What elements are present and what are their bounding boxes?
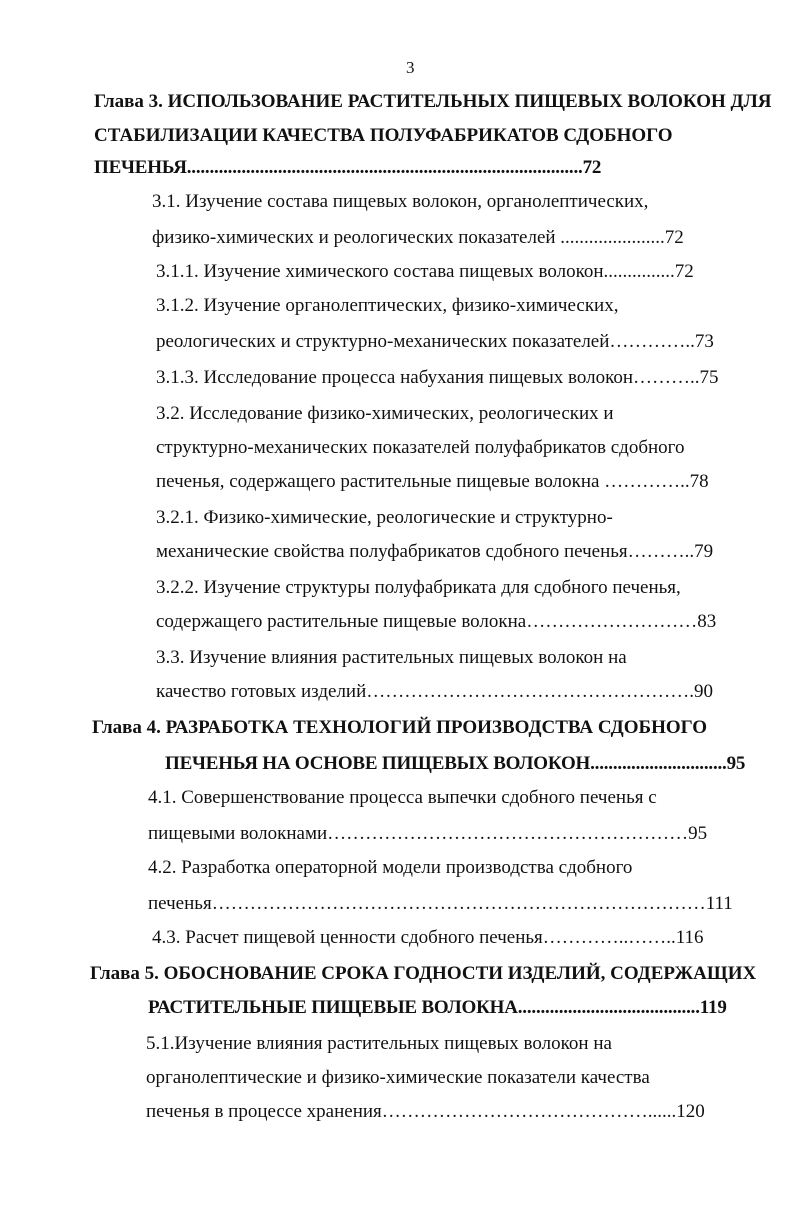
- toc-section-3-2-2-line-1: 3.2.2. Изучение структуры полуфабриката для сдобного печенья,: [156, 577, 681, 598]
- toc-section-3-2-1-line-1: 3.2.1. Физико-химические, реологические и структурно-: [156, 507, 613, 528]
- toc-section-4-1-line-1: 4.1. Совершенствование процесса выпечки сдобного печенья с: [148, 787, 657, 808]
- toc-section-4-1-line-2: пищевыми волокнами…………………………………………………95: [148, 823, 708, 844]
- toc-section-4-2-line-2: печенья……………………………………………………………………111: [148, 893, 733, 914]
- toc-section-3-1-line-2: физико-химических и реологических показателей ......................72: [152, 227, 684, 248]
- toc-section-5-1-line-3: печенья в процессе хранения……………………………………......120: [146, 1101, 705, 1122]
- toc-section-3-2-line-3: печенья, содержащего растительные пищевые волокна …………..78: [156, 471, 709, 492]
- toc-section-4-3: 4.3. Расчет пищевой ценности сдобного печенья…………..……..116: [152, 927, 704, 948]
- toc-section-3-2-1-line-2: механические свойства полуфабрикатов сдобного печенья………..79: [156, 541, 714, 562]
- toc-chapter-4-title-line-1: Глава 4. РАЗРАБОТКА ТЕХНОЛОГИЙ ПРОИЗВОДСТВА СДОБНОГО: [92, 717, 708, 738]
- toc-section-3-1-line-1: 3.1. Изучение состава пищевых волокон, органолептических,: [152, 191, 649, 212]
- toc-section-3-2-line-2: структурно-механических показателей полуфабрикатов сдобного: [156, 437, 685, 458]
- toc-chapter-3-title-line-3: ПЕЧЕНЬЯ.......................................................................................72: [94, 157, 602, 178]
- toc-section-3-1-1: 3.1.1. Изучение химического состава пищевых волокон...............72: [156, 261, 694, 282]
- toc-chapter-3-title-line-1: Глава 3. ИСПОЛЬЗОВАНИЕ РАСТИТЕЛЬНЫХ ПИЩЕВЫХ ВОЛОКОН ДЛЯ: [94, 91, 772, 112]
- toc-section-3-3-line-2: качество готовых изделий…………………………………………….90: [156, 681, 714, 702]
- toc-section-4-2-line-1: 4.2. Разработка операторной модели производства сдобного: [148, 857, 633, 878]
- toc-chapter-5-title-line-2: РАСТИТЕЛЬНЫЕ ПИЩЕВЫЕ ВОЛОКНА........................................119: [148, 997, 727, 1018]
- toc-section-3-1-2-line-1: 3.1.2. Изучение органолептических, физико-химических,: [156, 295, 619, 316]
- toc-section-3-1-3: 3.1.3. Исследование процесса набухания пищевых волокон………..75: [156, 367, 719, 388]
- toc-section-3-2-2-line-2: содержащего растительные пищевые волокна………………………83: [156, 611, 717, 632]
- toc-section-5-1-line-1: 5.1.Изучение влияния растительных пищевых волокон на: [146, 1033, 612, 1054]
- toc-section-3-2-line-1: 3.2. Исследование физико-химических, реологических и: [156, 403, 614, 424]
- page-number: 3: [406, 58, 415, 77]
- toc-section-5-1-line-2: органолептические и физико-химические показатели качества: [146, 1067, 650, 1088]
- toc-section-3-1-2-line-2: реологических и структурно-механических показателей…………..73: [156, 331, 714, 352]
- toc-chapter-4-title-line-2: ПЕЧЕНЬЯ НА ОСНОВЕ ПИЩЕВЫХ ВОЛОКОН..............................95: [165, 753, 746, 774]
- toc-section-3-3-line-1: 3.3. Изучение влияния растительных пищевых волокон на: [156, 647, 627, 668]
- toc-chapter-5-title-line-1: Глава 5. ОБОСНОВАНИЕ СРОКА ГОДНОСТИ ИЗДЕЛИЙ, СОДЕРЖАЩИХ: [90, 963, 757, 984]
- toc-chapter-3-title-line-2: СТАБИЛИЗАЦИИ КАЧЕСТВА ПОЛУФАБРИКАТОВ СДОБНОГО: [94, 125, 673, 146]
